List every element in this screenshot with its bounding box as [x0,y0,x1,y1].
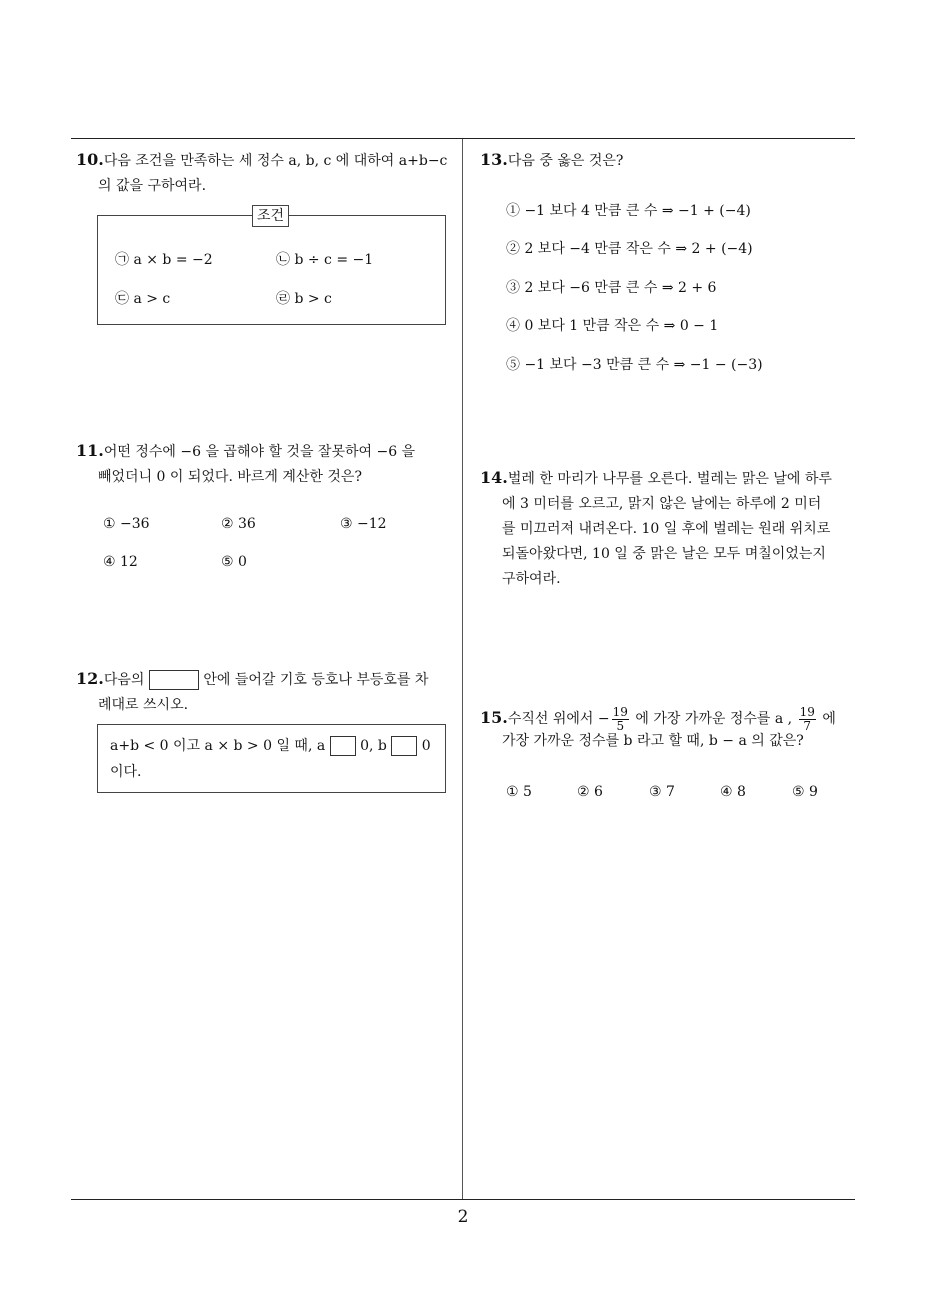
question-text-line2: 례대로 쓰시오. [98,697,189,713]
question-text-line: 를 미끄러져 내려온다. 10 일 후에 벌레는 원래 위치로 [502,521,831,537]
question-text: 어떤 정수에 −6 을 곱해야 할 것을 잘못하여 −6 을 [103,444,416,460]
answer-blank-a[interactable] [330,736,356,756]
expression-line2: 이다. [110,764,142,780]
question-text: 에 가장 가까운 정수를 a , [635,711,793,727]
answer-option[interactable]: ③ −12 [340,516,387,532]
answer-option[interactable]: ④ 12 [103,554,138,570]
answer-option[interactable]: ④ 0 보다 1 만큼 작은 수 ⇒ 0 − 1 [506,318,719,334]
question-13 [480,147,860,174]
expression-text: 0, b [360,738,387,754]
condition-item: ㉢ a > c [115,291,171,307]
fraction-numerator: 19 [612,704,628,719]
question-text: 안에 들어갈 기호 등호나 부등호를 차 [203,672,429,688]
fraction-denominator: 7 [803,718,812,733]
question-number: 13. [480,150,508,169]
question-text-line2: 가장 가까운 정수를 b 라고 할 때, b − a 의 값은? [502,733,804,749]
answer-option[interactable]: ⑤ −1 보다 −3 만큼 큰 수 ⇒ −1 − (−3) [506,357,763,373]
column-divider [462,139,463,1200]
question-number: 14. [480,468,508,487]
condition-item: ㉣ b > c [276,291,332,307]
bottom-rule [71,1199,855,1200]
answer-option[interactable]: ③ 7 [649,784,675,800]
condition-box [97,215,446,325]
answer-blank-b[interactable] [391,736,417,756]
question-14 [480,465,860,592]
question-text-line2: 의 값을 구하여라. [98,178,207,194]
answer-option[interactable]: ① −1 보다 4 만큼 큰 수 ⇒ −1 + (−4) [506,203,751,219]
question-text: 다음 조건을 만족하는 세 정수 a, b, c 에 대하여 a+b−c [103,153,448,169]
fraction [612,706,629,733]
fraction-denominator: 5 [616,718,625,733]
question-text-line: 되돌아왔다면, 10 일 중 맑은 날은 모두 며칠이었는지 [502,546,826,562]
page-number: 2 [457,1207,469,1227]
answer-option[interactable]: ① 5 [506,784,532,800]
question-text: 수직선 위에서 − [507,711,610,727]
question-15 [480,703,865,752]
question-text-line: 에 3 미터를 오르고, 맑지 않은 날에는 하루에 2 미터 [502,496,822,512]
answer-option[interactable]: ① −36 [103,516,150,532]
question-text: 벌레 한 마리가 나무를 오른다. 벌레는 맑은 날에 하루 [507,471,832,487]
question-text-line2: 빼었더니 0 이 되었다. 바르게 계산한 것은? [98,469,362,485]
question-10 [76,147,460,199]
condition-box-title: 조건 [252,205,289,227]
answer-option[interactable]: ⑤ 0 [221,554,247,570]
expression-text: a+b < 0 이고 a × b > 0 일 때, a [110,738,326,754]
question-text: 다음의 [103,672,145,688]
fraction [799,706,816,733]
condition-item: ㉡ b ÷ c = −1 [276,252,374,268]
question-text: 다음 중 옳은 것은? [507,153,624,169]
question-text-line: 구하여라. [502,571,561,587]
question-number: 10. [76,150,104,169]
fraction-numerator: 19 [799,704,815,719]
answer-option[interactable]: ⑤ 9 [792,784,818,800]
question-text: 에 [822,711,836,727]
answer-option[interactable]: ③ 2 보다 −6 만큼 큰 수 ⇒ 2 + 6 [506,280,717,296]
top-rule [71,138,855,139]
answer-blank-sample [149,670,199,690]
question-number: 15. [480,708,508,727]
question-11 [76,438,460,490]
answer-option[interactable]: ② 6 [577,784,603,800]
answer-option[interactable]: ② 2 보다 −4 만큼 작은 수 ⇒ 2 + (−4) [506,241,753,257]
answer-option[interactable]: ② 36 [221,516,256,532]
answer-option[interactable]: ④ 8 [720,784,746,800]
condition-item: ㉠ a × b = −2 [115,252,213,268]
question-number: 12. [76,669,104,688]
question-number: 11. [76,441,104,460]
question-12 [76,666,460,718]
expression-text: 0 [421,738,431,754]
expression-line [110,734,431,758]
